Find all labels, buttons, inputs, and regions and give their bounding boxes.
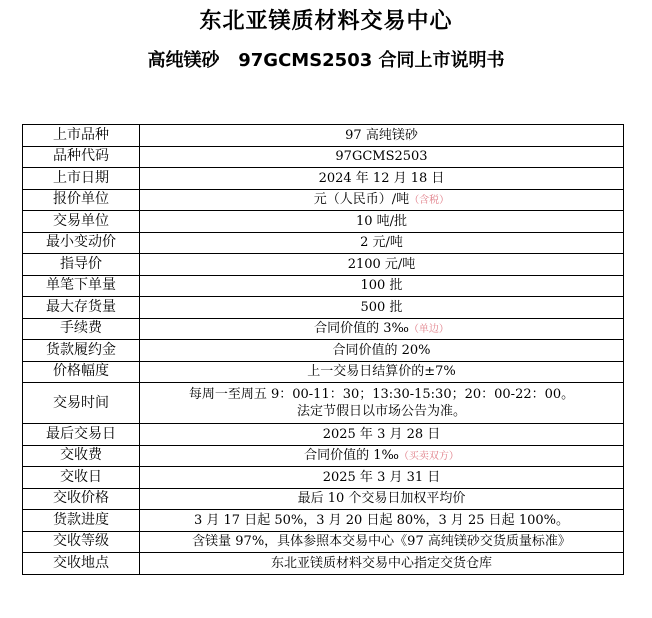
row-note: （单边） [408,323,449,335]
table-row [23,189,624,211]
row-label: 指导价 [23,254,140,276]
row-label: 交易单位 [23,211,140,233]
row-value [140,297,624,319]
row-value [140,383,624,424]
row-value-text: 含镁量 97%，具体参照本交易中心《97 高纯镁砂交货质量标准》 [192,534,571,550]
row-value-text: 上一交易日结算价的±7% [307,364,456,380]
row-value [140,189,624,211]
row-label: 品种代码 [23,146,140,168]
table-row [23,445,624,467]
row-value-text: 每周一至周五 9：00-11：30；13:30-15:30；20：00-22：00。 [188,387,575,402]
row-note: （买卖双方） [398,450,459,462]
row-label: 交易时间 [23,383,140,424]
row-label: 价格幅度 [23,361,140,383]
row-value-text: 100 批 [360,278,403,294]
row-value-text: 97GCMS2503 [335,149,428,165]
row-value-text: 97 高纯镁砂 [345,127,418,143]
table-row [23,232,624,254]
contract-spec-table [22,124,624,575]
row-value-text: 合同价值的 3‰ [314,320,409,336]
table-row [23,510,624,532]
table-row [23,383,624,424]
row-value [140,340,624,362]
table-row [23,531,624,553]
row-label: 交收费 [23,445,140,467]
row-label: 手续费 [23,318,140,340]
table-row [23,146,624,168]
row-value [140,125,624,147]
row-value-text: 2025 年 3 月 31 日 [322,469,441,485]
row-value [140,361,624,383]
table-row [23,488,624,510]
row-value [140,232,624,254]
row-value-text: 最后 10 个交易日加权平均价 [297,491,466,507]
row-value-text: 2 元/吨 [360,235,403,251]
table-row [23,340,624,362]
row-label: 上市日期 [23,168,140,190]
page-subtitle: 高纯镁砂 97GCMS2503 合同上市说明书 [147,50,505,71]
row-value-text: 2024 年 12 月 18 日 [318,170,445,186]
row-value-text: 合同价值的 20% [332,342,431,358]
row-value [140,424,624,446]
row-label: 交收价格 [23,488,140,510]
row-value-text: 10 吨/批 [355,213,408,229]
table-row [23,168,624,190]
row-value [140,510,624,532]
row-value [140,146,624,168]
row-value-text: 东北亚镁质材料交易中心指定交货仓库 [270,555,492,571]
row-label: 单笔下单量 [23,275,140,297]
row-value [140,488,624,510]
table-row [23,361,624,383]
row-value [140,211,624,233]
row-label: 交收等级 [23,531,140,553]
row-label: 交收地点 [23,553,140,575]
row-label: 最后交易日 [23,424,140,446]
row-value-text: 2025 年 3 月 28 日 [322,426,441,442]
row-label: 最小变动价 [23,232,140,254]
row-label: 交收日 [23,467,140,489]
row-value-text: 2100 元/吨 [347,256,416,272]
row-value [140,553,624,575]
table-row [23,297,624,319]
table-row [23,254,624,276]
row-label: 最大存货量 [23,297,140,319]
page-title: 东北亚镁质材料交易中心 [199,9,453,34]
table-row [23,467,624,489]
table-row [23,318,624,340]
row-value [140,254,624,276]
row-value-text: 元（人民币）/吨 [313,191,410,207]
table-row [23,275,624,297]
table-row [23,424,624,446]
table-row [23,125,624,147]
row-value [140,531,624,553]
table-row [23,553,624,575]
row-value [140,467,624,489]
row-value [140,445,624,467]
row-value [140,318,624,340]
row-value [140,275,624,297]
row-note: （含税） [409,194,450,206]
row-value [140,168,624,190]
row-value-text: 合同价值的 1‰ [304,447,399,463]
row-label: 货款进度 [23,510,140,532]
row-label: 货款履约金 [23,340,140,362]
row-value-text: 3 月 17 日起 50%，3 月 20 日起 80%，3 月 25 日起 100%。 [194,512,569,528]
row-label: 报价单位 [23,189,140,211]
row-value-text: 500 批 [360,299,403,315]
table-row [23,211,624,233]
row-value-text-line2: 法定节假日以市场公告为准。 [296,404,466,419]
row-label: 上市品种 [23,125,140,147]
